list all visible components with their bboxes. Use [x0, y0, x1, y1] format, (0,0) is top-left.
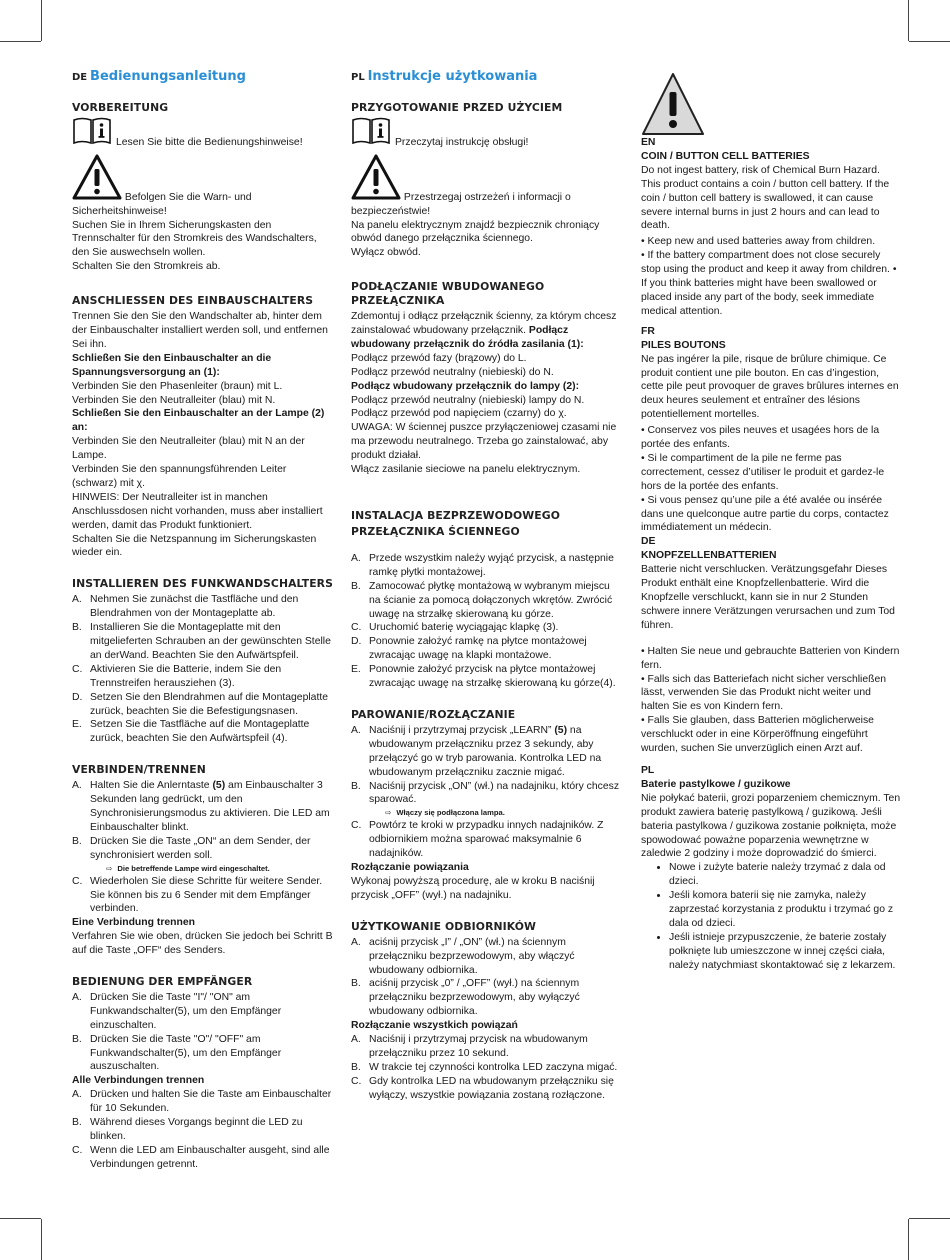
- step-text: Naciśnij i przytrzymaj przycisk na wbudowanym przełączniku przez 10 sekund.: [369, 1034, 588, 1059]
- list-item: • Falls sich das Batteriefach nicht sicher verschließen lässt, verwenden Sie das Produkt nicht weiter und halten Sie es von Kindern fern.: [641, 673, 887, 713]
- german-title: [72, 70, 334, 85]
- section-heading: PRZYGOTOWANIE PRZED UŻYCIEM: [351, 100, 563, 114]
- section-heading: VORBEREITUNG: [72, 100, 169, 114]
- list-item: [72, 1144, 334, 1172]
- step-text: Naciśnij i przytrzymaj przycisk „LEARN”: [369, 724, 555, 736]
- note: [72, 863, 334, 875]
- step-marker: B.: [72, 1117, 82, 1129]
- step-text: Wenn die LED am Einbauschalter ausgeht, sind alle Verbindungen getrennt.: [90, 1144, 330, 1170]
- section-heading: VERBINDEN/TRENNEN: [72, 763, 206, 777]
- step-marker: C.: [72, 875, 83, 887]
- step-marker: B.: [351, 1061, 361, 1073]
- warning-icon: [351, 154, 401, 205]
- section-title: Instrukcje użytkowania: [367, 69, 538, 84]
- paragraph: Wyłącz obwód.: [351, 247, 421, 259]
- list-item: [72, 1088, 334, 1116]
- de-bullets: [641, 645, 901, 756]
- step-marker: C.: [72, 663, 83, 675]
- step-marker: C.: [351, 622, 362, 634]
- list-item: • Jeśli komora baterii się nie zamyka, należy zaprzestać korzystania z produktu i trzymać go z dala od dzieci.: [669, 889, 901, 931]
- step-marker: A.: [72, 594, 82, 606]
- lang-code: PL: [351, 72, 365, 83]
- section-heading: BEDIENUNG DER EMPFÄNGER: [72, 975, 253, 989]
- read-instructions-line: [351, 117, 623, 150]
- battery-heading: Baterie pastylkowe / guzikowe: [641, 778, 791, 790]
- paragraph: Nie połykać baterii, grozi poparzeniem chemicznym. Ten produkt zawiera baterię pastylkową / guzikową. Jeśli bateria pastylkowa / guzikowa zostanie połknięta, może spowodować poważne poparzenia wewnętrzne w zaledwie 2 godziny i może doprowadzić do śmierci.: [641, 792, 901, 860]
- warning-line: [72, 154, 334, 219]
- paragraph: Podłącz przewód neutralny (niebieski) do N.: [351, 366, 554, 378]
- step-marker: D.: [351, 636, 362, 648]
- paragraph: Trennen Sie den Sie den Wandschalter ab, hinter dem der Einbauschalter installiert werden soll, und entfernen Sei ihn.: [72, 311, 328, 350]
- battery-warnings-column: [641, 72, 901, 973]
- paragraph: Ne pas ingérer la pile, risque de brûlure chimique. Ce produit contient une pile bouton. En cas d’ingestion, cette pile peut provoquer de graves brûlures internes en deux heures seulement et entraîner des lésions potentiellement mortelles.: [641, 353, 899, 421]
- step-text: Setzen Sie die Tastfläche auf die Montageplatte zurück, beachten Sie den Aufwärtspfeil (4).: [90, 719, 310, 745]
- battery-heading: KNOPFZELLENBATTERIEN: [641, 550, 777, 562]
- step-text: Installieren Sie die Montageplatte mit den mitgelieferten Schrauben an der gewünschten Stelle an derWand. Beachten Sie den Aufwärtspfeil.: [90, 622, 331, 661]
- bold-instruction: Schließen Sie den Einbauschalter an der Lampe (2) an:: [72, 408, 325, 434]
- paragraph: Podłącz przewód fazy (brązowy) do L.: [351, 352, 527, 364]
- step-marker: C.: [351, 1075, 362, 1087]
- step-text: Drücken Sie die Taste "O"/ "OFF" am Funkwandschalter(5), um den Empfänger auszuschalten.: [90, 1033, 282, 1073]
- polish-title: [351, 70, 623, 85]
- unpair-all-steps: [72, 1088, 334, 1171]
- step-marker: E.: [351, 664, 361, 676]
- section-heading: UŻYTKOWANIE ODBIORNIKÓW: [351, 919, 537, 933]
- paragraph: Verbinden Sie den Neutralleiter (blau) mit N an der Lampe.: [72, 436, 305, 462]
- paragraph: Wykonaj powyższą procedurę, ale w kroku B naciśnij przycisk „OFF” (wył.) na nadajniku.: [351, 875, 595, 901]
- note: [351, 807, 623, 819]
- list-item: • Si le compartiment de la pile ne ferme pas correctement, cessez d’utiliser le produit et gardez-le hors de la portée des enfants.: [641, 452, 885, 492]
- list-item: • Keep new and used batteries away from children.: [641, 236, 876, 248]
- step-marker: A.: [351, 936, 361, 948]
- bold-instruction: Alle Verbindungen trennen: [72, 1075, 205, 1087]
- step-text: Wiederholen Sie diese Schritte für weitere Sender. Sie können bis zu 6 Sender mit dem Empfänger verbinden.: [90, 875, 323, 915]
- step-marker: A.: [351, 724, 361, 736]
- battery-warning-icon: [641, 72, 705, 136]
- pair-steps-cont: [72, 875, 334, 917]
- warning-icon: [72, 154, 122, 205]
- step-text: Przede wszystkim należy wyjąć przycisk, a następnie ramkę płytki montażowej.: [369, 552, 614, 578]
- list-item: [72, 779, 334, 835]
- step-text: Powtórz te kroki w przypadku innych nadajników. Z odbiornikiem można sparować maksymalnie 6 nadajników.: [369, 820, 604, 860]
- list-item: [72, 691, 334, 719]
- unpair-all-steps: [351, 1033, 623, 1103]
- step-text: aciśnij przycisk „0” / „OFF” (wył.) na ściennym przełączniku bezprzewodowym, aby wyłączyć wbudowany odbiornika.: [369, 978, 580, 1018]
- list-item: [351, 724, 623, 780]
- section-heading: PODŁĄCZANIE WBUDOWANEGO PRZEŁĄCZNIKA: [351, 280, 545, 308]
- spacer: [641, 633, 901, 645]
- section-heading: INSTALLIEREN DES FUNKWANDSCHALTERS: [72, 577, 333, 591]
- step-marker: E.: [72, 719, 82, 731]
- step-marker: B.: [351, 978, 361, 990]
- paragraph: Schalten Sie die Netzspannung im Sicherungskasten wieder ein.: [72, 533, 317, 559]
- spacer: [351, 542, 623, 552]
- section-title: Bedienungsanleitung: [90, 69, 246, 84]
- step-marker: D.: [72, 691, 83, 703]
- step-text: W trakcie tej czynności kontrolka LED zaczyna migać.: [369, 1061, 618, 1073]
- list-item: [351, 621, 623, 635]
- section-heading: ANSCHLIESSEN DES EINBAUSCHALTERS: [72, 294, 314, 308]
- step-text: Halten Sie die Anlerntaste: [90, 780, 213, 792]
- step-text: Uruchomić baterię wyciągając klapkę (3).: [369, 622, 559, 634]
- manual-icon: [72, 117, 112, 150]
- crop-mark: [908, 0, 909, 41]
- bold-instruction: Rozłączanie wszystkich powiązań: [351, 1020, 518, 1032]
- install-steps: [351, 552, 623, 691]
- lang-code: PL: [641, 764, 655, 776]
- operation-steps: [351, 936, 623, 1019]
- bold-instruction: Schließen Sie den Einbauschalter an die Spannungsversorgung an (1):: [72, 352, 272, 378]
- step-marker: C.: [351, 820, 362, 832]
- paragraph: Suchen Sie in Ihrem Sicherungskasten den Trennschalter für den Stromkreis des Wandschalters, den Sie auswechseln wollen.: [72, 219, 317, 259]
- list-item: • If the battery compartment does not close securely stop using the product and keep it away from children. • If you think batteries might have been swallowed or placed inside any part of the body, seek immediate medical attention.: [641, 250, 897, 317]
- list-item: [72, 835, 334, 863]
- step-text: Ponownie założyć ramkę na płytce montażowej zwracając uwagę na klapki montażowe.: [369, 636, 587, 662]
- list-item: [351, 819, 623, 861]
- german-column: [72, 70, 334, 1172]
- crop-mark: [909, 41, 950, 42]
- bold-instruction: Podłącz wbudowany przełącznik do źródła zasilania (1):: [351, 324, 584, 350]
- bold-instruction: Rozłączanie powiązania: [351, 862, 469, 874]
- list-item: [351, 1061, 623, 1075]
- lang-code: DE: [72, 72, 88, 83]
- list-item: [351, 580, 623, 622]
- paragraph: HINWEIS: Der Neutralleiter ist in manchen Anschlussdosen nicht vorhanden, muss aber installiert werden, damit das Produkt funktioniert.: [72, 491, 323, 531]
- step-marker: B.: [351, 580, 361, 592]
- step-marker: A.: [72, 780, 82, 792]
- step-text: Drücken Sie die Taste „ON“ an dem Sender, der synchronisiert werden soll.: [90, 835, 311, 861]
- step-text: Ponownie założyć przycisk na płytce montażowej zwracając uwagę na strzałkę skierowaną ku górze(4).: [369, 664, 616, 690]
- crop-mark: [0, 1218, 41, 1219]
- list-item: [351, 1075, 623, 1103]
- section-heading: INSTALACJA BEZPRZEWODOWEGO PRZEŁĄCZNIKA ŚCIENNEGO: [351, 508, 561, 538]
- battery-heading: COIN / BUTTON CELL BATTERIES: [641, 150, 810, 162]
- step-text: na wbudowanym przełączniku przez 3 sekundy, aby przełączyć go w tryb parowania. Kontrolka LED na wbudowanym przełączniku zacznie migać.: [369, 724, 602, 778]
- pl-bullets: [641, 861, 901, 972]
- pair-steps-cont: [351, 819, 623, 861]
- list-item: • Si vous pensez qu’une pile a été avalée ou insérée dans une quelconque autre partie du corps, contactez immédiatement un médecin.: [641, 494, 889, 534]
- paragraph: [351, 310, 623, 352]
- crop-mark: [909, 1218, 950, 1219]
- lang-code: EN: [641, 137, 656, 148]
- step-text: Nehmen Sie zunächst die Tastfläche und den Blendrahmen von der Montageplatte ab.: [90, 594, 299, 620]
- list-item: [351, 635, 623, 663]
- paragraph: UWAGA: W ściennej puszce przyłączeniowej czasami nie ma przewodu neutralnego. Trzeba go zainstalować, aby produkt działał.: [351, 422, 617, 462]
- list-item: • Halten Sie neue und gebrauchte Batterien von Kindern fern.: [641, 645, 900, 671]
- read-instructions-line: [72, 117, 334, 150]
- paragraph: Podłącz przewód neutralny (niebieski) lampy do N.: [351, 394, 585, 406]
- list-item: • Conservez vos piles neuves et usagées hors de la portée des enfants.: [641, 425, 880, 451]
- manual-icon: [351, 117, 391, 150]
- list-item: • Nowe i zużyte baterie należy trzymać z dala od dzieci.: [669, 861, 901, 889]
- paragraph-text: Zdemontuj i odłącz przełącznik ścienny, za którym chcesz zainstalować wbudowany przełącznik.: [351, 311, 617, 336]
- list-item: [72, 1116, 334, 1144]
- step-text-bold: (5): [212, 780, 226, 792]
- fr-bullets: [641, 424, 901, 535]
- step-text: Drücken und halten Sie die Taste am Einbauschalter für 10 Sekunden.: [90, 1089, 332, 1115]
- step-text-bold: (5): [554, 724, 568, 736]
- step-text: Naciśnij przycisk „ON” (wł.) na nadajniku, który chcesz sparować.: [369, 780, 620, 806]
- step-text: aciśnij przycisk „I” / „ON” (wł.) na ściennym przełączniku bezprzewodowym, aby włączyć wbudowany odbiornika.: [369, 936, 575, 976]
- crop-mark: [0, 41, 41, 42]
- note-text: Włączy się podłączona lampa.: [396, 808, 505, 818]
- step-marker: B.: [72, 1033, 82, 1045]
- list-item: [351, 552, 623, 580]
- pair-steps: [72, 779, 334, 862]
- arrow-icon: ⇨: [106, 863, 113, 873]
- list-item: [351, 780, 623, 808]
- paragraph: Verbinden Sie den Phasenleiter (braun) mit L.: [72, 380, 283, 392]
- paragraph: Batterie nicht verschlucken. Verätzungsgefahr Dieses Produkt enthält eine Knopfzellenbatterie. Wird die Knopfzelle verschluckt, kann sie in nur 2 Stunden schwere innere Verätzungen verursachen und zum Tod führen.: [641, 564, 895, 631]
- list-item: [72, 1033, 334, 1075]
- list-item: [72, 991, 334, 1033]
- crop-mark: [908, 1219, 909, 1260]
- list-item: [72, 621, 334, 663]
- battery-heading: PILES BOUTONS: [641, 339, 726, 351]
- lang-code: FR: [641, 325, 655, 337]
- lang-code: DE: [641, 536, 656, 548]
- step-text: Gdy kontrolka LED na wbudowanym przełączniku się wyłączy, wszystkie powiązania zostaną rozłączone.: [369, 1075, 614, 1101]
- step-marker: A.: [72, 991, 82, 1003]
- list-item: • Jeśli istnieje przypuszczenie, że baterie zostały połknięte lub umieszczone w innej części ciała, należy natychmiast skontaktować się z lekarzem.: [669, 931, 901, 973]
- warning-text: Befolgen Sie die Warn- und Sicherheitshinweise!: [72, 191, 252, 217]
- step-marker: C.: [72, 1144, 83, 1156]
- list-item: [351, 936, 623, 978]
- list-item: [351, 1033, 623, 1061]
- step-text: am Einbauschalter 3 Sekunden lang gedrückt, um den Synchronisierungsmodus zu aktivieren. Die LED am Einbauschalter blinkt.: [90, 780, 330, 833]
- list-item: [351, 663, 623, 691]
- step-text: Setzen Sie den Blendrahmen auf die Montageplatte zurück, beachten Sie die Befestigungsnasen.: [90, 691, 328, 717]
- polish-column: [351, 70, 623, 1103]
- step-text: Zamocować płytkę montażową w wybranym miejscu na ścianie za pomocą dołączonych wkrętów. Zwrócić uwagę na strzałkę skierowaną ku górze.: [369, 580, 613, 620]
- step-marker: B.: [72, 622, 82, 634]
- crop-mark: [41, 1219, 42, 1260]
- list-item: [72, 593, 334, 621]
- step-text: Während dieses Vorgangs beginnt die LED zu blinken.: [90, 1117, 303, 1142]
- list-item: [351, 977, 623, 1019]
- section-heading: PAROWANIE/ROZŁĄCZANIE: [351, 708, 516, 721]
- install-steps: [72, 593, 334, 746]
- step-marker: A.: [351, 1034, 361, 1046]
- warning-line: [351, 154, 623, 219]
- step-text: Aktivieren Sie die Batterie, indem Sie den Trennstreifen herausziehen (3).: [90, 663, 282, 689]
- arrow-icon: ⇨: [385, 808, 392, 818]
- crop-mark: [41, 0, 42, 41]
- en-bullets: [641, 235, 901, 318]
- bold-instruction: Podłącz wbudowany przełącznik do lampy (2):: [351, 380, 580, 392]
- paragraph: Do not ingest battery, risk of Chemical Burn Hazard. This product contains a coin / button cell battery. If the coin / button cell battery is swallowed, it can cause severe internal burns in just 2 hours and can lead to death.: [641, 164, 890, 232]
- bold-instruction: Eine Verbindung trennen: [72, 917, 195, 929]
- paragraph: Włącz zasilanie sieciowe na panelu elektrycznym.: [351, 464, 581, 476]
- list-item: • Falls Sie glauben, dass Batterien möglicherweise verschluckt oder in eine Körperöffnung eingeführt wurden, suchen Sie unverzüglich einen Arzt auf.: [641, 715, 874, 755]
- paragraph: Verfahren Sie wie oben, drücken Sie jedoch bei Schritt B auf die Taste „OFF“ des Senders.: [72, 931, 333, 957]
- pair-steps: [351, 724, 623, 807]
- warning-text: Przestrzegaj ostrzeżeń i informacji o bezpieczeństwie!: [351, 191, 571, 217]
- operation-steps: [72, 991, 334, 1074]
- read-instructions-text: Przeczytaj instrukcję obsługi!: [395, 136, 529, 148]
- list-item: [72, 663, 334, 691]
- step-marker: B.: [72, 835, 82, 847]
- step-marker: A.: [351, 552, 361, 564]
- paragraph: Podłącz przewód pod napięciem (czarny) do χ.: [351, 408, 567, 420]
- paragraph: Schalten Sie den Stromkreis ab.: [72, 261, 221, 273]
- step-marker: A.: [72, 1089, 82, 1101]
- read-instructions-text: Lesen Sie bitte die Bedienungshinweise!: [116, 136, 303, 148]
- list-item: [72, 718, 334, 746]
- paragraph: Verbinden Sie den Neutralleiter (blau) mit N.: [72, 394, 276, 406]
- note-text: Die betreffende Lampe wird eingeschaltet.: [117, 863, 270, 873]
- step-text: Drücken Sie die Taste "I"/ "ON" am Funkwandschalter(5), um den Empfänger einzuschalten.: [90, 991, 282, 1031]
- list-item: [72, 875, 334, 917]
- paragraph: Na panelu elektrycznym znajdź bezpiecznik chroniący obwód danego przełącznika ściennego.: [351, 219, 600, 245]
- paragraph: Verbinden Sie den spannungsführenden Leiter (schwarz) mit χ.: [72, 464, 287, 489]
- step-marker: B.: [351, 780, 361, 792]
